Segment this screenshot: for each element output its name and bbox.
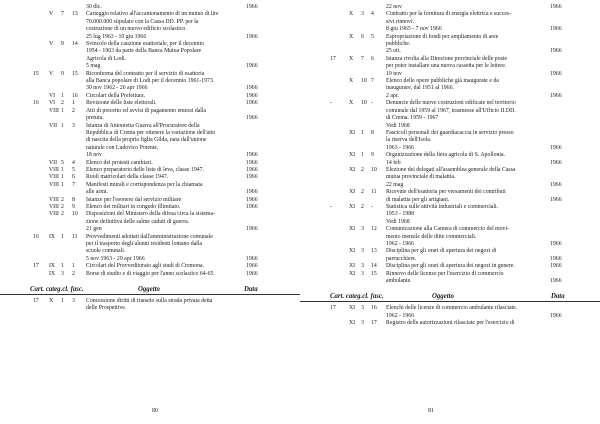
cart-cell: 16 <box>33 100 39 107</box>
data-cell: 1966 <box>550 26 562 33</box>
fasc-cell: - <box>371 203 373 210</box>
data-cell: 1966 <box>246 255 258 262</box>
categ-cell: XI <box>349 152 356 159</box>
table-row <box>0 298 300 313</box>
table-row <box>0 174 300 181</box>
class-cell: 1 <box>61 122 64 129</box>
categ-cell: X <box>49 298 54 305</box>
class-cell: 3 <box>361 263 364 270</box>
cart-cell: 17 <box>33 298 39 305</box>
data-cell: 1966 <box>550 263 562 270</box>
fasc-cell: 9 <box>371 152 374 159</box>
table-row <box>0 93 300 100</box>
fasc-cell: 8 <box>371 129 374 136</box>
table-row <box>300 271 600 286</box>
oggetto-cell: Comunicazione alla Camera di commercio del movi- mento mensile delle ditte commerciali. 1962 - 1966 <box>386 226 509 247</box>
table-row <box>300 100 600 130</box>
table-row <box>300 204 600 226</box>
cart-cell: - <box>330 100 332 107</box>
fasc-cell: 8 <box>72 196 75 203</box>
table-row <box>300 78 600 100</box>
class-cell: 9 <box>61 41 64 48</box>
class-cell: 1 <box>361 129 364 136</box>
oggetto-cell: Carteggio relativo all'accantonamento di un mutuo di lire 70.000.000 stipulato con la Cassa DD. PP. per la costruzione di un nuovo edificio scolastico. 25 lug 1963 - 10 giu 1966 <box>86 11 219 40</box>
table-row <box>300 167 600 189</box>
categ-cell: XI <box>349 166 356 173</box>
class-cell: 1 <box>61 166 64 173</box>
oggetto-cell: Svincolo della cauzione esattoriale, per il decennio 1954 - 1963 da parte della Banca Mutua Popolare Agricola di Lodi. 5 mag <box>86 41 204 70</box>
data-cell: 1966 <box>550 255 562 262</box>
oggetto-cell: Denuncie delle nuove costruzioni edificate nel territorio comunale dal 1959 al 1967, trasmesse all'Ufficio II.DD. di Crema. 1959 - 1967 Vedi 1968 <box>386 100 516 129</box>
oggetto-cell: Atti di precetto ed avvisi di pagamento emessi dalla pretura. <box>86 107 207 122</box>
class-cell: 7 <box>361 55 364 62</box>
categ-cell: X <box>349 33 354 40</box>
categ-cell: VIII <box>49 196 59 203</box>
data-cell: 1966 <box>246 85 258 92</box>
data-cell: 1966 <box>246 159 258 166</box>
fasc-cell: 1 <box>72 263 75 270</box>
fasc-cell: 15 <box>371 270 377 277</box>
data-cell: 1966 <box>550 181 562 188</box>
class-cell: 2 <box>361 166 364 173</box>
data-cell: 1966 <box>550 312 562 319</box>
table-row <box>300 305 600 320</box>
fasc-cell: 10 <box>371 166 377 173</box>
class-cell: 3 <box>361 248 364 255</box>
categ-cell: X <box>349 78 354 85</box>
data-cell: 1966 <box>550 159 562 166</box>
fasc-cell: 2 <box>72 107 75 114</box>
table-header <box>300 291 600 302</box>
categ-cell: XI <box>349 129 356 136</box>
left-top-rows <box>0 4 300 278</box>
categ-cell: X <box>349 100 354 107</box>
table-row <box>0 211 300 233</box>
fasc-cell: 6 <box>371 55 374 62</box>
categ-cell: XI <box>349 320 356 327</box>
data-cell: 1966 <box>246 92 258 99</box>
categ-cell: XI <box>349 189 356 196</box>
table-row <box>300 11 600 33</box>
class-cell: 3 <box>361 305 364 312</box>
header-cart-categ-cl-fasc: Cart. categ.cl. fasc. <box>30 286 84 294</box>
data-cell: 1966 <box>246 174 258 181</box>
oggetto-cell: Elenco dei militari in congedo illimitato. <box>86 203 181 210</box>
fasc-cell: 1 <box>72 100 75 107</box>
table-row <box>300 56 600 78</box>
fasc-cell: 4 <box>371 11 374 18</box>
table-row <box>0 4 300 11</box>
class-cell: 1 <box>61 107 64 114</box>
table-row <box>0 100 300 107</box>
oggetto-cell: Registro delle autorizzazioni rilasciate per l'esercizio di <box>386 320 515 327</box>
oggetto-cell: 30 dic. <box>86 4 102 10</box>
oggetto-cell: Istanza di Antonietta Guerra all'Procuratore della Repubblica di Crema per ottenere la variazione dell'atto di nascita della propria figlia Gilda, nata dall'unione naturale con Ludovico Potente. 18 nov <box>86 122 216 159</box>
class-cell: 2 <box>61 203 64 210</box>
fasc-cell: - <box>371 100 373 107</box>
class-cell: 1 <box>61 233 64 240</box>
fasc-cell: 3 <box>72 298 75 305</box>
class-cell: 10 <box>361 78 367 85</box>
data-cell: 1966 <box>246 203 258 210</box>
class-cell: 2 <box>361 203 364 210</box>
oggetto-cell: Ruoli matricolari della classe 1947. <box>86 174 169 181</box>
page-number: 81 <box>428 408 434 414</box>
categ-cell: VII <box>49 122 58 129</box>
data-cell: 1966 <box>246 166 258 173</box>
fasc-cell: 16 <box>72 92 78 99</box>
class-cell: 1 <box>61 263 64 270</box>
categ-cell: VIII <box>49 166 59 173</box>
table-row <box>0 271 300 278</box>
data-cell: 1966 <box>246 33 258 40</box>
oggetto-cell: Elenco delle opere pubbliche già inaugurate e da inaugurare, dal 1951 al 1966. 2 apr. <box>386 78 499 99</box>
table-row <box>0 108 300 123</box>
table-row <box>300 226 600 248</box>
cart-cell: 15 <box>33 70 39 77</box>
oggetto-cell: Circolari del Provveditorato agli studi di Cremona. <box>86 263 205 270</box>
categ-cell: VI <box>49 100 56 107</box>
cart-cell: 16 <box>33 233 39 240</box>
class-cell: 6 <box>361 33 364 40</box>
class-cell: 3 <box>361 320 364 327</box>
oggetto-cell: Manifesti murali e corrispondenza per la chiamata alle armi. <box>86 181 203 196</box>
categ-cell: XI <box>349 263 356 270</box>
header-data: Data <box>244 286 258 294</box>
oggetto-cell: Espropriazione di fondi per ampliamento di aree pubbliche. 25 ott. <box>386 33 499 55</box>
data-cell: 1966 <box>550 278 562 285</box>
fasc-cell: 2 <box>72 270 75 277</box>
right-rows <box>300 4 600 328</box>
fasc-cell: 11 <box>371 189 377 196</box>
table-row <box>300 152 600 167</box>
class-cell: 3 <box>361 226 364 233</box>
categ-cell: V <box>49 11 54 18</box>
table-row <box>300 130 600 152</box>
oggetto-cell: Provvedimenti adottati dall'amministrazione comunale per il trasporto degli alunni residenti lontano dalla scuole comunali. 5 nov 1963 - 29 apr 1966 <box>86 233 213 262</box>
fasc-cell: 14 <box>371 263 377 270</box>
categ-cell: VIII <box>49 211 59 218</box>
class-cell: 1 <box>61 298 64 305</box>
categ-cell: XI <box>349 248 356 255</box>
oggetto-cell: Contratto per la fornitura di energia elettrica e succes- sivi rinnovi. 8 giu 1965 - 7 nov 1966 <box>386 11 512 33</box>
oggetto-cell: Rinnovo delle licenze per l'esercizio di commercio ambulante. <box>386 270 504 285</box>
fasc-cell: 13 <box>72 11 78 18</box>
oggetto-cell: Istanze per l'esonero dal servizio militare <box>86 196 182 203</box>
table-row <box>300 248 600 263</box>
table-row <box>0 11 300 41</box>
table-row <box>0 160 300 167</box>
cart-cell: 17 <box>330 55 336 62</box>
cart-cell: 17 <box>330 305 336 312</box>
data-cell: 1966 <box>550 241 562 247</box>
class-cell: 1 <box>61 174 64 181</box>
data-cell: 1966 <box>550 4 562 10</box>
fasc-cell: 6 <box>72 174 75 181</box>
oggetto-cell: Revisione delle liste elettorali. <box>86 100 157 107</box>
class-cell: 2 <box>61 211 64 218</box>
header-data: Data <box>551 293 565 301</box>
data-cell: 1966 <box>246 100 258 107</box>
categ-cell: VIII <box>49 107 59 114</box>
oggetto-cell: Circolari della Prefettura. <box>86 92 146 99</box>
table-row <box>0 197 300 204</box>
data-cell: 1966 <box>246 270 258 277</box>
oggetto-cell: Fascicoli personali dei guardiacaccia in servizio presso la riserva dell'Isola. 1963 - 1966 <box>386 129 514 151</box>
class-cell: 1 <box>61 181 64 188</box>
right-page <box>300 0 600 424</box>
data-cell: 1966 <box>246 115 258 122</box>
categ-cell: VII <box>49 159 58 166</box>
fasc-cell: 17 <box>371 320 377 327</box>
table-row <box>300 189 600 204</box>
data-cell: 1966 <box>246 152 258 159</box>
table-row <box>0 182 300 197</box>
class-cell: 2 <box>61 100 64 107</box>
oggetto-cell: Elezione dei delegati all'assemblea generale della Cassa mutua provinciale di malattia. 22 mag <box>386 166 516 188</box>
class-cell: 1 <box>361 152 364 159</box>
data-cell: 1966 <box>550 196 562 203</box>
data-cell: 1966 <box>246 196 258 203</box>
fasc-cell: 14 <box>72 41 78 48</box>
categ-cell: V <box>49 70 54 77</box>
oggetto-cell: Concessione diritti di transito sulla strada privata detta delle Prospettive. <box>86 298 213 312</box>
categ-cell: VIII <box>49 203 59 210</box>
data-cell: 1966 <box>550 70 562 77</box>
left-rows <box>0 4 300 313</box>
data-cell: 1966 <box>246 4 258 10</box>
cart-cell: - <box>330 203 332 210</box>
data-cell: 1966 <box>550 92 562 99</box>
class-cell: 2 <box>361 189 364 196</box>
categ-cell: IX <box>49 270 56 277</box>
header-cart-categ-cl-fasc: Cart. categ.cl. fasc. <box>330 293 384 301</box>
data-cell: 1966 <box>550 48 562 55</box>
table-row <box>0 234 300 264</box>
class-cell: 3 <box>361 11 364 18</box>
fasc-cell: 9 <box>72 203 75 210</box>
fasc-cell: 4 <box>72 159 75 166</box>
categ-cell: XI <box>349 270 356 277</box>
fasc-cell: 7 <box>371 78 374 85</box>
fasc-cell: 10 <box>72 211 78 218</box>
table-row <box>300 34 600 56</box>
class-cell: 10 <box>361 100 367 107</box>
fasc-cell: 11 <box>72 233 78 240</box>
fasc-cell: 13 <box>371 248 377 255</box>
fasc-cell: 3 <box>72 122 75 129</box>
fasc-cell: 5 <box>72 166 75 173</box>
class-cell: 9 <box>61 70 64 77</box>
table-row <box>300 263 600 270</box>
fasc-cell: 12 <box>371 226 377 233</box>
oggetto-cell: Elenchi delle licenze di commercio ambulante rilasciate. 1962 - 1966 <box>386 305 518 319</box>
oggetto-cell: Disciplina per gli orari di apertura dei negozi di parrucchiere. <box>386 248 497 262</box>
categ-cell: XI <box>349 305 356 312</box>
fasc-cell: 5 <box>371 33 374 40</box>
class-cell: 2 <box>61 196 64 203</box>
oggetto-cell: Elenco preparatorio delle liste di leva, classe 1947. <box>86 166 204 173</box>
categ-cell: V <box>49 41 54 48</box>
class-cell: 5 <box>61 159 64 166</box>
categ-cell: VIII <box>49 174 59 181</box>
data-cell: 1966 <box>246 189 258 196</box>
data-cell: 1966 <box>550 144 562 151</box>
left-bottom-rows <box>0 298 300 313</box>
categ-cell: VIII <box>49 181 59 188</box>
categ-cell: X <box>349 11 354 18</box>
header-oggetto: Oggetto <box>138 286 160 294</box>
categ-cell: IX <box>49 263 56 270</box>
categ-cell: VI <box>49 92 56 99</box>
table-row <box>0 167 300 174</box>
table-row <box>0 41 300 71</box>
class-cell: 1 <box>61 92 64 99</box>
table-row <box>300 320 600 327</box>
cart-cell: 17 <box>33 263 39 270</box>
oggetto-cell: Organizzazione della fiera agricola di S. Apollonia. 14 feb <box>386 152 506 166</box>
oggetto-cell: Ricevute dell'esattoria per versamenti dei contributi di malattia per gli artigiani. <box>386 189 506 203</box>
oggetto-cell: 22 nov <box>386 4 402 10</box>
fasc-cell: 15 <box>72 70 78 77</box>
table-row <box>0 71 300 93</box>
table-row <box>0 263 300 270</box>
data-cell: 1966 <box>246 263 258 270</box>
right-bottom-rows <box>300 305 600 327</box>
data-cell: 1966 <box>246 63 258 70</box>
fasc-cell: 7 <box>72 181 75 188</box>
categ-cell: XI <box>349 226 356 233</box>
categ-cell: XI <box>349 203 356 210</box>
categ-cell: X <box>349 55 354 62</box>
oggetto-cell: Disposizioni del Ministero della difesa circa la sistema- zione definitiva delle salme caduti di guerra. 21 gen <box>86 211 215 233</box>
categ-cell: IX <box>49 233 56 240</box>
fasc-cell: 16 <box>371 305 377 312</box>
right-top-rows <box>300 4 600 285</box>
class-cell: 3 <box>61 270 64 277</box>
oggetto-cell: Riconferma del contratto per il servizio di esattoria alla Banca popolare di Lodi per il decennio 1961-1973. 30 nov 1962 - 26 apr 1966 <box>86 70 215 92</box>
header-oggetto: Oggetto <box>432 293 454 301</box>
oggetto-cell: Elenco dei protesti cambiari. <box>86 159 153 166</box>
class-cell: 3 <box>361 270 364 277</box>
table-header <box>0 284 300 295</box>
oggetto-cell: Istanza rivolta alla Direzione provinciale delle poste per poter installare una nuova cassetta per le lettere. 19 nov <box>386 55 508 77</box>
table-row <box>0 123 300 160</box>
oggetto-cell: Statistica sulle attività industriali e commerciali. 1953 - 1988 Vedi 1968 <box>386 203 499 225</box>
oggetto-cell: Borse di studio e di viaggio per l'anno scolastico 64-65. <box>86 270 215 277</box>
class-cell: 7 <box>61 11 64 18</box>
page-number: 80 <box>152 408 158 414</box>
oggetto-cell: Disciplina per gli orari di apertura dei negozi in genere. <box>386 263 515 270</box>
data-cell: 1966 <box>246 226 258 233</box>
